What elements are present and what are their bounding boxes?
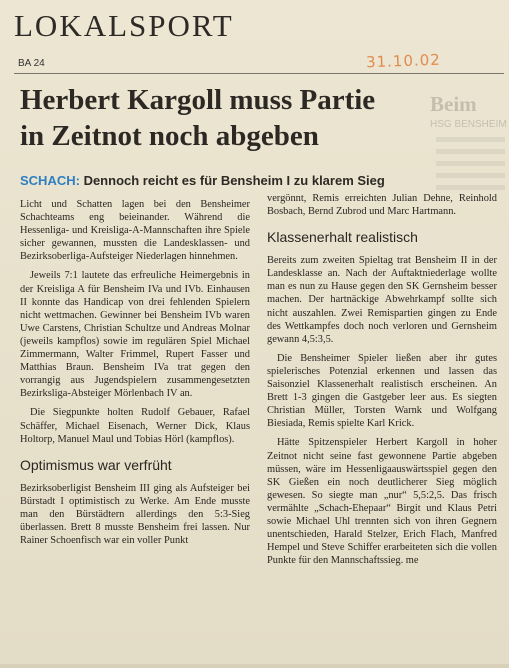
paragraph: Bezirksoberligist Bensheim III ging als Aufsteiger bei Bürstadt I optimistisch zu Werke. Am Ende musste man den Bürstädtern allerdings den 5:3-Sieg überlassen. Brett 8 musste Bensheim frei lassen. Nur Rainer Schoenfisch war ein voller Punkt	[20, 482, 250, 547]
paragraph: Jeweils 7:1 lautete das erfreuliche Heimergebnis in der Kreisliga A für Bensheim IVa und IVb. Einhausen II konnte das Handicap von drei fehlenden Spielern nicht wettmachen. Gewinner bei Bensheim IVb waren Uwe Carstens, Christian Schultze und Andreas Molnar (jeweils kampflos) sowie im regulären Spiel Michael Zimmermann, Walter Frimmel, Rupert Fasser und Matthias Braun. Bensheim IVa trat gegen den vorrangig aus Jugendspielern zusammengesetzten Bezirksliga-Absteiger Mörlenbach IV an.	[20, 270, 250, 400]
page-number: BA 24	[18, 58, 45, 69]
article-deck	[20, 173, 385, 188]
bleed-line	[436, 173, 505, 178]
paragraph: Die Siegpunkte holten Rudolf Gebauer, Rafael Schäffer, Michael Eisenach, Werner Dick, Klaus Holtorp, Manuel Maul und Tobias Hörl (kampflos).	[20, 407, 250, 445]
paragraph: Bereits zum zweiten Spieltag trat Bensheim II in der Landesklasse an. Nach der Auftaktniederlage wollte man es nun zu Hause gegen den SK Gernsheim besser machen. Der hartnäckige Abwehrkampf sollte sich nicht auszahlen. Zwei Remispartien gingen zu Ende des Wettkampfes doch noch verloren und Gernsheim gewann 4,5:3,5.	[267, 255, 497, 345]
headline-line-2: in Zeitnot noch abgeben	[20, 120, 319, 152]
bleed-line	[436, 185, 505, 190]
bleed-headline: Beim	[430, 92, 477, 116]
subheading: Klassenerhalt realistisch	[267, 229, 418, 246]
paragraph: vergönnt, Remis erreichten Julian Dehne, Reinhold Bosbach, Bernd Zubrod und Marc Hartmann.	[267, 193, 497, 218]
bleed-deck: HSG BENSHEIM	[430, 119, 507, 130]
article-column-1	[20, 198, 250, 547]
bleed-line	[436, 161, 505, 166]
subheading: Optimismus war verfrüht	[20, 456, 172, 473]
headline-line-1: Herbert Kargoll muss Partie	[20, 84, 376, 116]
bleed-line	[436, 149, 505, 154]
paragraph: Licht und Schatten lagen bei den Bensheimer Schachteams eng beieinander. Während die Hessenliga- und Kreisliga-A-Mannschaften ihre Spiele sicher gewannen, mussten die Landesklassen- und Bezirksoberliga-Aufsteiger Niederlagen hinnehmen.	[20, 199, 250, 263]
paragraph: Hätte Spitzenspieler Herbert Kargoll in hoher Zeitnot nicht seine fast gewonnene Partie abgeben müssen, wäre im Hessenligaauswärtsspiel gegen den SK Gießen ein noch deutlicherer Sieg möglich gewesen. So siegte man „nur“ 5,5:2,5. Das frisch vermählte „Schach-Ehepaar“ Birgit und Klaus Petri sowie Michael Uhl trennten sich von ihren Gegnern unentschieden, Harald Stelzer, Erich Flach, Manfred Hempel und Steve Schiffer erarbeiteten sich die vollen Punkte für den Mannschaftssieg. me	[267, 437, 497, 567]
header-rule	[14, 73, 504, 74]
paragraph: Die Bensheimer Spieler ließen aber ihr gutes spielerisches Potenzial erkennen und lassen das Saisonziel Klassenerhalt realistisch erscheinen. An Brett 1-3 gingen die Gastgeber leer aus. Es siegten Christian Müller, Torsten Warnk und Wolfgang Biesiada, Remis spielte Karl Krick.	[267, 352, 497, 430]
section-title: LOKALSPORT	[14, 8, 234, 43]
handwritten-date: 31.10.02	[365, 50, 442, 72]
bleed-line	[436, 137, 505, 142]
section-header	[14, 6, 234, 46]
article-headline	[20, 82, 440, 154]
article-column-2	[267, 192, 497, 567]
deck-kicker: SCHACH:	[20, 173, 80, 188]
page-bottom-edge	[0, 664, 509, 668]
deck-text: Dennoch reicht es für Bensheim I zu klarem Sieg	[79, 173, 385, 188]
